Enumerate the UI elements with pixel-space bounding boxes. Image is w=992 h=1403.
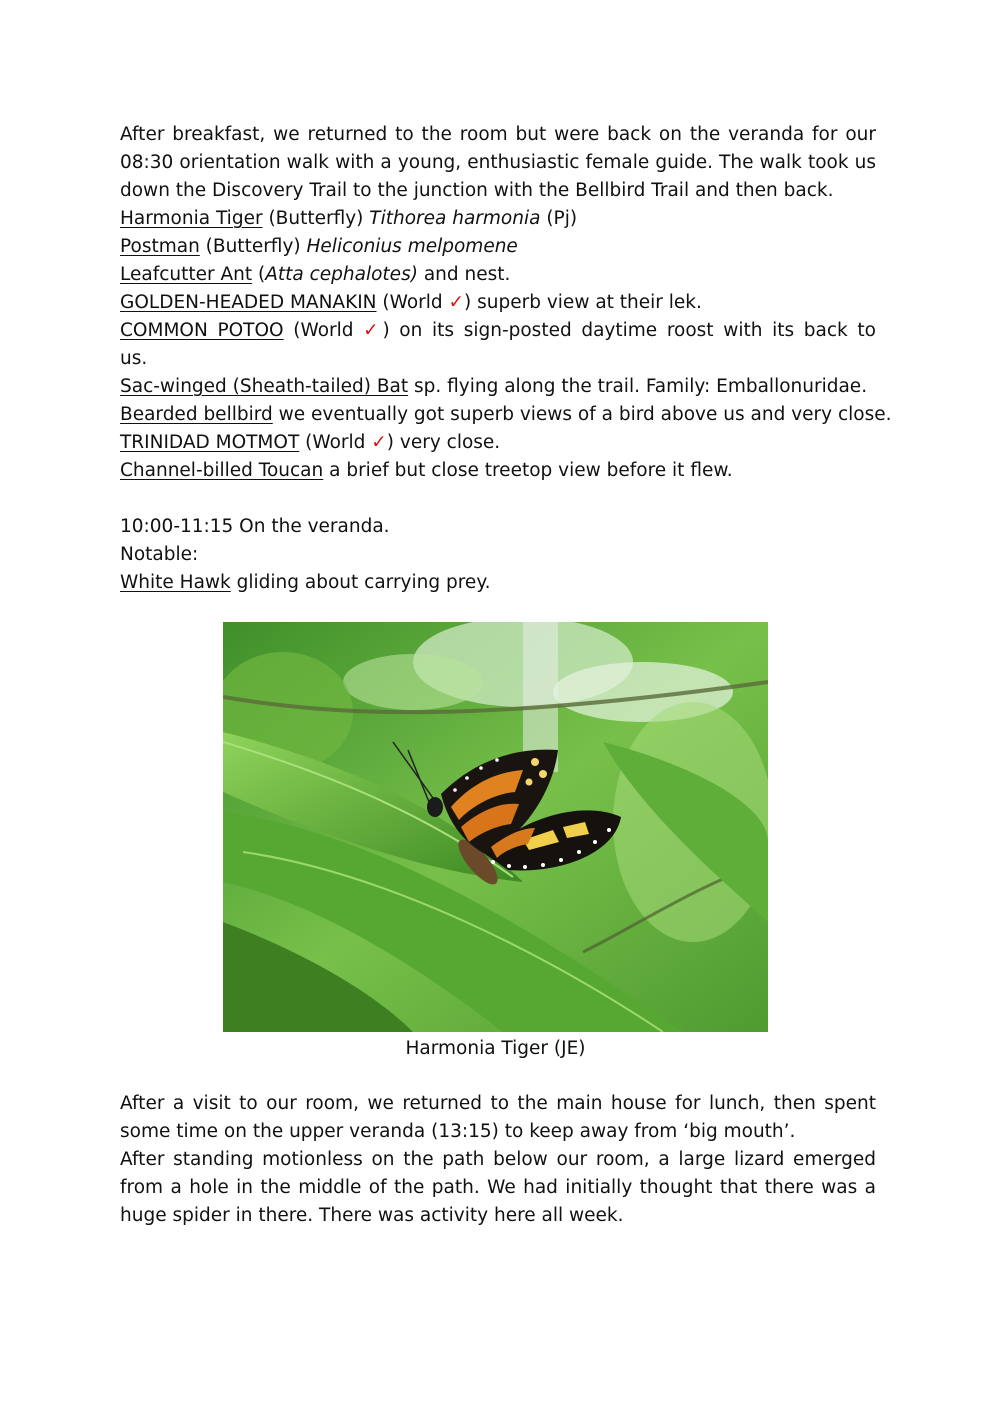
species-name: Bearded bellbird xyxy=(120,404,273,425)
sighting-leafcutter-ant: Leafcutter Ant (Atta cephalotes) and nest. xyxy=(120,264,511,285)
afternoon-p2-line-2: from a hole in the middle of the path. We had initially thought that there was a xyxy=(120,1177,876,1198)
species-name: Channel-billed Toucan xyxy=(120,460,324,481)
afternoon-section xyxy=(120,1090,876,1230)
afternoon-p2-line-3: huge spider in there. There was activity here all week. xyxy=(120,1205,624,1226)
species-name: TRINIDAD MOTMOT xyxy=(120,432,300,453)
species-name: GOLDEN-HEADED MANAKIN xyxy=(120,292,377,313)
species-name: Sac-winged (Sheath-tailed) Bat xyxy=(120,376,409,397)
afternoon-p1-line-2: some time on the upper veranda (13:15) to keep away from ‘big mouth’. xyxy=(120,1121,796,1142)
world-tick-icon: ✓ xyxy=(363,320,383,341)
afternoon-p2-line-1: After standing motionless on the path below our room, a large lizard emerged xyxy=(120,1149,876,1170)
world-tick-icon: ✓ xyxy=(448,292,465,313)
sighting-white-hawk: White Hawk gliding about carrying prey. xyxy=(120,572,491,593)
species-name: Postman xyxy=(120,236,200,257)
sighting-trinidad-motmot: TRINIDAD MOTMOT (World ✓) very close. xyxy=(120,432,501,453)
sighting-golden-headed-manakin: GOLDEN-HEADED MANAKIN (World ✓) superb view at their lek. xyxy=(120,292,702,313)
butterfly-photo-image xyxy=(223,622,768,1032)
sighting-common-potoo: COMMON POTOO (World ✓) on its sign-posted daytime roost with its back to xyxy=(120,320,876,341)
species-name: COMMON POTOO xyxy=(120,320,284,341)
butterfly-photo xyxy=(223,622,768,1032)
intro-line-2: 08:30 orientation walk with a young, enthusiastic female guide. The walk took us xyxy=(120,152,876,173)
scientific-name: Heliconius melpomene xyxy=(306,236,518,257)
world-tick-icon: ✓ xyxy=(371,432,387,453)
veranda-time: 10:00-11:15 On the veranda. xyxy=(120,516,390,537)
sighting-harmonia-tiger: Harmonia Tiger (Butterfly) Tithorea harmonia (Pj) xyxy=(120,208,578,229)
spacer xyxy=(120,485,876,513)
photo-caption: Harmonia Tiger (JE) xyxy=(405,1038,586,1059)
intro-line-3: down the Discovery Trail to the junction with the Bellbird Trail and then back. xyxy=(120,180,834,201)
scientific-name: Atta cephalotes) xyxy=(265,264,418,285)
scientific-name: Tithorea harmonia xyxy=(369,208,541,229)
species-name: Harmonia Tiger xyxy=(120,208,263,229)
sighting-channel-billed-toucan: Channel-billed Toucan a brief but close treetop view before it flew. xyxy=(120,460,733,481)
species-name: White Hawk xyxy=(120,572,231,593)
morning-section xyxy=(120,121,892,597)
species-name: Leafcutter Ant xyxy=(120,264,253,285)
intro-line-1: After breakfast, we returned to the room but were back on the veranda for our xyxy=(120,124,876,145)
sighting-postman: Postman (Butterfly) Heliconius melpomene xyxy=(120,236,518,257)
sighting-sac-winged-bat: Sac-winged (Sheath-tailed) Bat sp. flying along the trail. Family: Emballonuridae. xyxy=(120,376,868,397)
afternoon-p1-line-1: After a visit to our room, we returned to the main house for lunch, then spent xyxy=(120,1093,876,1114)
sighting-bearded-bellbird: Bearded bellbird we eventually got superb views of a bird above us and very close. xyxy=(120,404,892,425)
sighting-common-potoo-cont: us. xyxy=(120,348,148,369)
notable-label: Notable: xyxy=(120,544,199,565)
